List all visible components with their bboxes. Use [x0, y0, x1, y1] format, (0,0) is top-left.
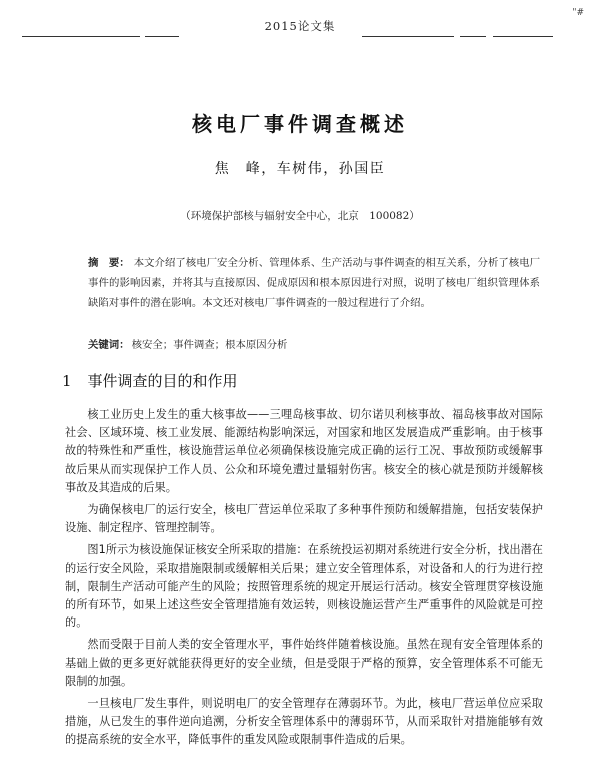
section-title: 事件调查的目的和作用 — [87, 372, 238, 390]
body-paragraph: 一旦核电厂发生事件，则说明电厂的安全管理存在薄弱环节。为此，核电厂营运单位应采取措施，从已发生的事件逆向追溯，分析安全管理体系中的薄弱环节，从而采取针对措施能够有效的提高系统的安全水平，降低事件的重发风险或限制事件造成的后果。 — [65, 697, 543, 747]
affiliation: （环境保护部核与辐射安全中心，北京 100082） — [180, 210, 420, 222]
keywords — [88, 336, 540, 351]
section-body — [65, 406, 543, 754]
section-number: 1 — [62, 372, 72, 390]
paper-title: 核电厂事件调查概述 — [192, 112, 408, 136]
body-paragraph: 核工业历史上发生的重大核事故——三哩岛核事故、切尔诺贝利核事故、福岛核事故对国际社会、区域环境、核工业发展、能源结构影响深远，对国家和地区发展造成严重影响。由于核事故的特殊性和严重性，核设施营运单位必须确保核设施完成正确的运行工况、事故预防或缓解事故后果从而实现保护工作人员、公众和环境免遭过量辐射伤害。核安全的核心就是预防并缓解核事故及其造成的后果。 — [65, 408, 543, 494]
body-paragraph: 图1所示为核设施保证核安全所采取的措施：在系统投运初期对系统进行安全分析，找出潜在的运行安全风险，采取措施限制或缓解相关后果；建立安全管理体系，对设备和人的行为进行控制，限制生产活动可能产生的风险；按照管理系统的规定开展运行活动。核安全管理贯穿核设施的所有环节，如果上述这些安全管理措施有效运转，则核设施运营产生严重事件的风险就是可控的。 — [65, 543, 543, 630]
header-rule — [493, 36, 553, 37]
body-paragraph: 为确保核电厂的运行安全，核电厂营运单位采取了多种事件预防和缓解措施，包括安装保护设施、制定程序、管理控制等。 — [65, 503, 543, 535]
page-corner-mark: "# — [572, 8, 584, 18]
keywords-text: 核安全；事件调查；根本原因分析 — [131, 339, 288, 351]
section-heading — [62, 370, 238, 391]
header-rule — [22, 36, 140, 37]
abstract — [88, 253, 540, 313]
abstract-text: 本文介绍了核电厂安全分析、管理体系、生产活动与事件调查的相互关系，分析了核电厂事件的影响因素，并将其与直接原因、促成原因和根本原因进行对照，说明了核电厂组织管理体系缺陷对事件的潜在影响。本文还对核电厂事件调查的一般过程进行了介绍。 — [88, 257, 541, 309]
header-rule — [145, 36, 179, 37]
running-header — [0, 0, 600, 40]
header-rule — [460, 36, 486, 37]
body-paragraph: 然而受限于目前人类的安全管理水平，事件始终伴随着核设施。虽然在现有安全管理体系的基础上做的更多更好就能获得更好的安全业绩，但是受限于严格的预算，安全管理体系不可能无限制的加强。 — [65, 638, 543, 688]
keywords-label: 关键词： — [88, 339, 130, 351]
abstract-label: 摘 要： — [88, 257, 130, 269]
authors: 焦 峰，车树伟，孙国臣 — [214, 161, 386, 177]
header-rule — [362, 36, 454, 37]
running-header-title: 2015论文集 — [264, 19, 336, 33]
